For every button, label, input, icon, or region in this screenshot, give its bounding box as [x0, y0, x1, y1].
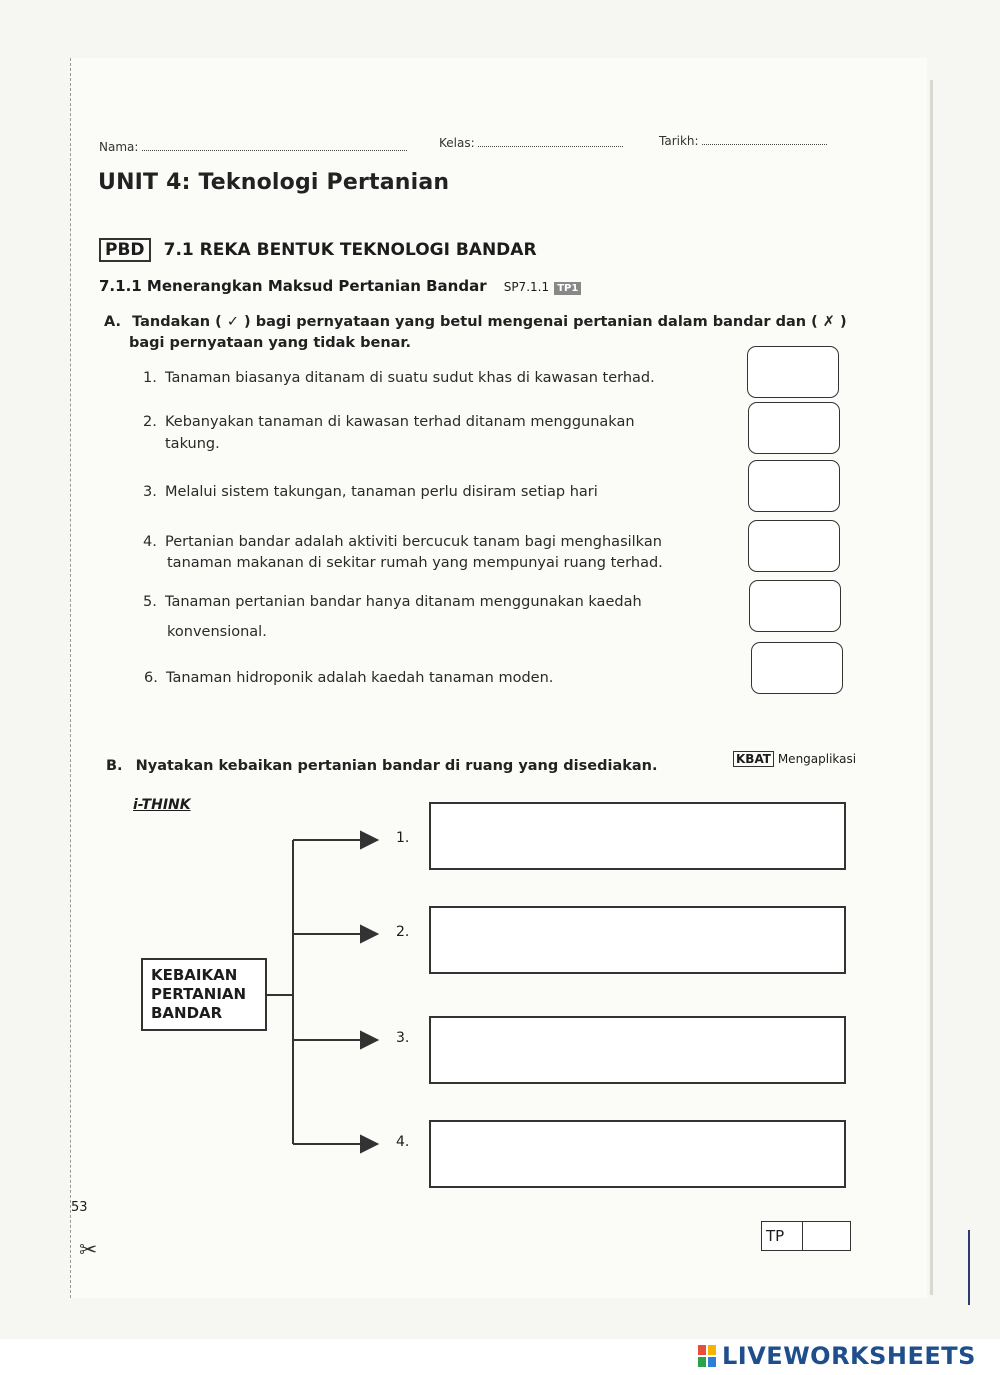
date-label: Tarikh: — [659, 134, 699, 148]
part-a-label: A. — [104, 314, 121, 330]
arrow-head-4 — [361, 1136, 377, 1152]
answer-field-4[interactable] — [429, 1120, 846, 1188]
subsection-title: 7.1.1 Menerangkan Maksud Pertanian Bandar — [99, 277, 487, 295]
page-edge — [930, 80, 933, 1295]
arrow-head-3 — [361, 1032, 377, 1048]
statement-text: Melalui sistem takungan, tanaman perlu disiram setiap hari — [165, 484, 598, 500]
statement-text: Tanaman biasanya ditanam di suatu sudut khas di kawasan terhad. — [165, 370, 655, 386]
page-number: 53 — [71, 1200, 88, 1215]
answer-field-2[interactable] — [429, 906, 846, 974]
statement-number: 5. — [143, 594, 157, 610]
part-a-instruction-line1: Tandakan ( ✓ ) bagi pernyataan yang betul mengenai pertanian dalam bandar dan ( ✗ ) — [132, 314, 847, 330]
scissors-icon: ✂ — [79, 1238, 98, 1263]
statement-number: 3. — [143, 484, 157, 500]
ithink-label: i-THINK — [133, 797, 191, 813]
tp-level-chip: TP1 — [554, 282, 581, 295]
arrow-head-2 — [361, 926, 377, 942]
statement-number: 4. — [143, 534, 157, 550]
statement-text-line2: takung. — [165, 436, 220, 452]
pbd-badge: PBD — [99, 238, 151, 262]
book-cover-edge — [968, 1230, 970, 1305]
answer-number: 1. — [396, 830, 410, 846]
class-label: Kelas: — [439, 136, 475, 150]
statement-text: Pertanian bandar adalah aktiviti bercucuk tanam bagi menghasilkan — [165, 534, 662, 550]
statement-text: Kebanyakan tanaman di kawasan terhad ditanam menggunakan — [165, 414, 635, 430]
tree-map-connectors — [71, 58, 927, 1298]
statement-number: 2. — [143, 414, 157, 430]
statement-number: 6. — [144, 670, 158, 686]
worksheet-page — [70, 58, 927, 1298]
name-label: Nama: — [99, 140, 139, 154]
answer-number: 2. — [396, 924, 410, 940]
brand-name: LIVEWORKSHEETS — [722, 1342, 976, 1370]
tp-label: TP — [766, 1227, 785, 1245]
answer-number: 3. — [396, 1030, 410, 1046]
answer-field-3[interactable] — [429, 1016, 846, 1084]
answer-number: 4. — [396, 1134, 410, 1150]
liveworksheets-logo-icon — [698, 1345, 716, 1367]
statement-number: 1. — [143, 370, 157, 386]
arrow-head-1 — [361, 832, 377, 848]
part-b-label: B. — [106, 758, 123, 774]
statement-text-line2: konvensional. — [167, 624, 267, 640]
statement-text: Tanaman hidroponik adalah kaedah tanaman moden. — [166, 670, 554, 686]
standard-code: SP7.1.1 — [503, 280, 550, 294]
unit-title: UNIT 4: Teknologi Pertanian — [98, 170, 450, 195]
statement-text: Tanaman pertanian bandar hanya ditanam menggunakan kaedah — [165, 594, 642, 610]
statement-text-line2: tanaman makanan di sekitar rumah yang mempunyai ruang terhad. — [167, 555, 663, 571]
concept-box: KEBAIKAN PERTANIAN BANDAR — [141, 958, 267, 1031]
tp-divider — [802, 1222, 803, 1250]
answer-field-1[interactable] — [429, 802, 846, 870]
part-a-instruction-line2: bagi pernyataan yang tidak benar. — [129, 335, 412, 351]
part-b-instruction-text: Nyatakan kebaikan pertanian bandar di ruang yang disediakan. — [135, 758, 658, 774]
kbat-level: Mengaplikasi — [777, 752, 857, 766]
kbat-badge: KBAT — [733, 751, 774, 767]
tp-score-box[interactable] — [761, 1221, 851, 1251]
section-title: 7.1 REKA BENTUK TEKNOLOGI BANDAR — [163, 240, 537, 260]
